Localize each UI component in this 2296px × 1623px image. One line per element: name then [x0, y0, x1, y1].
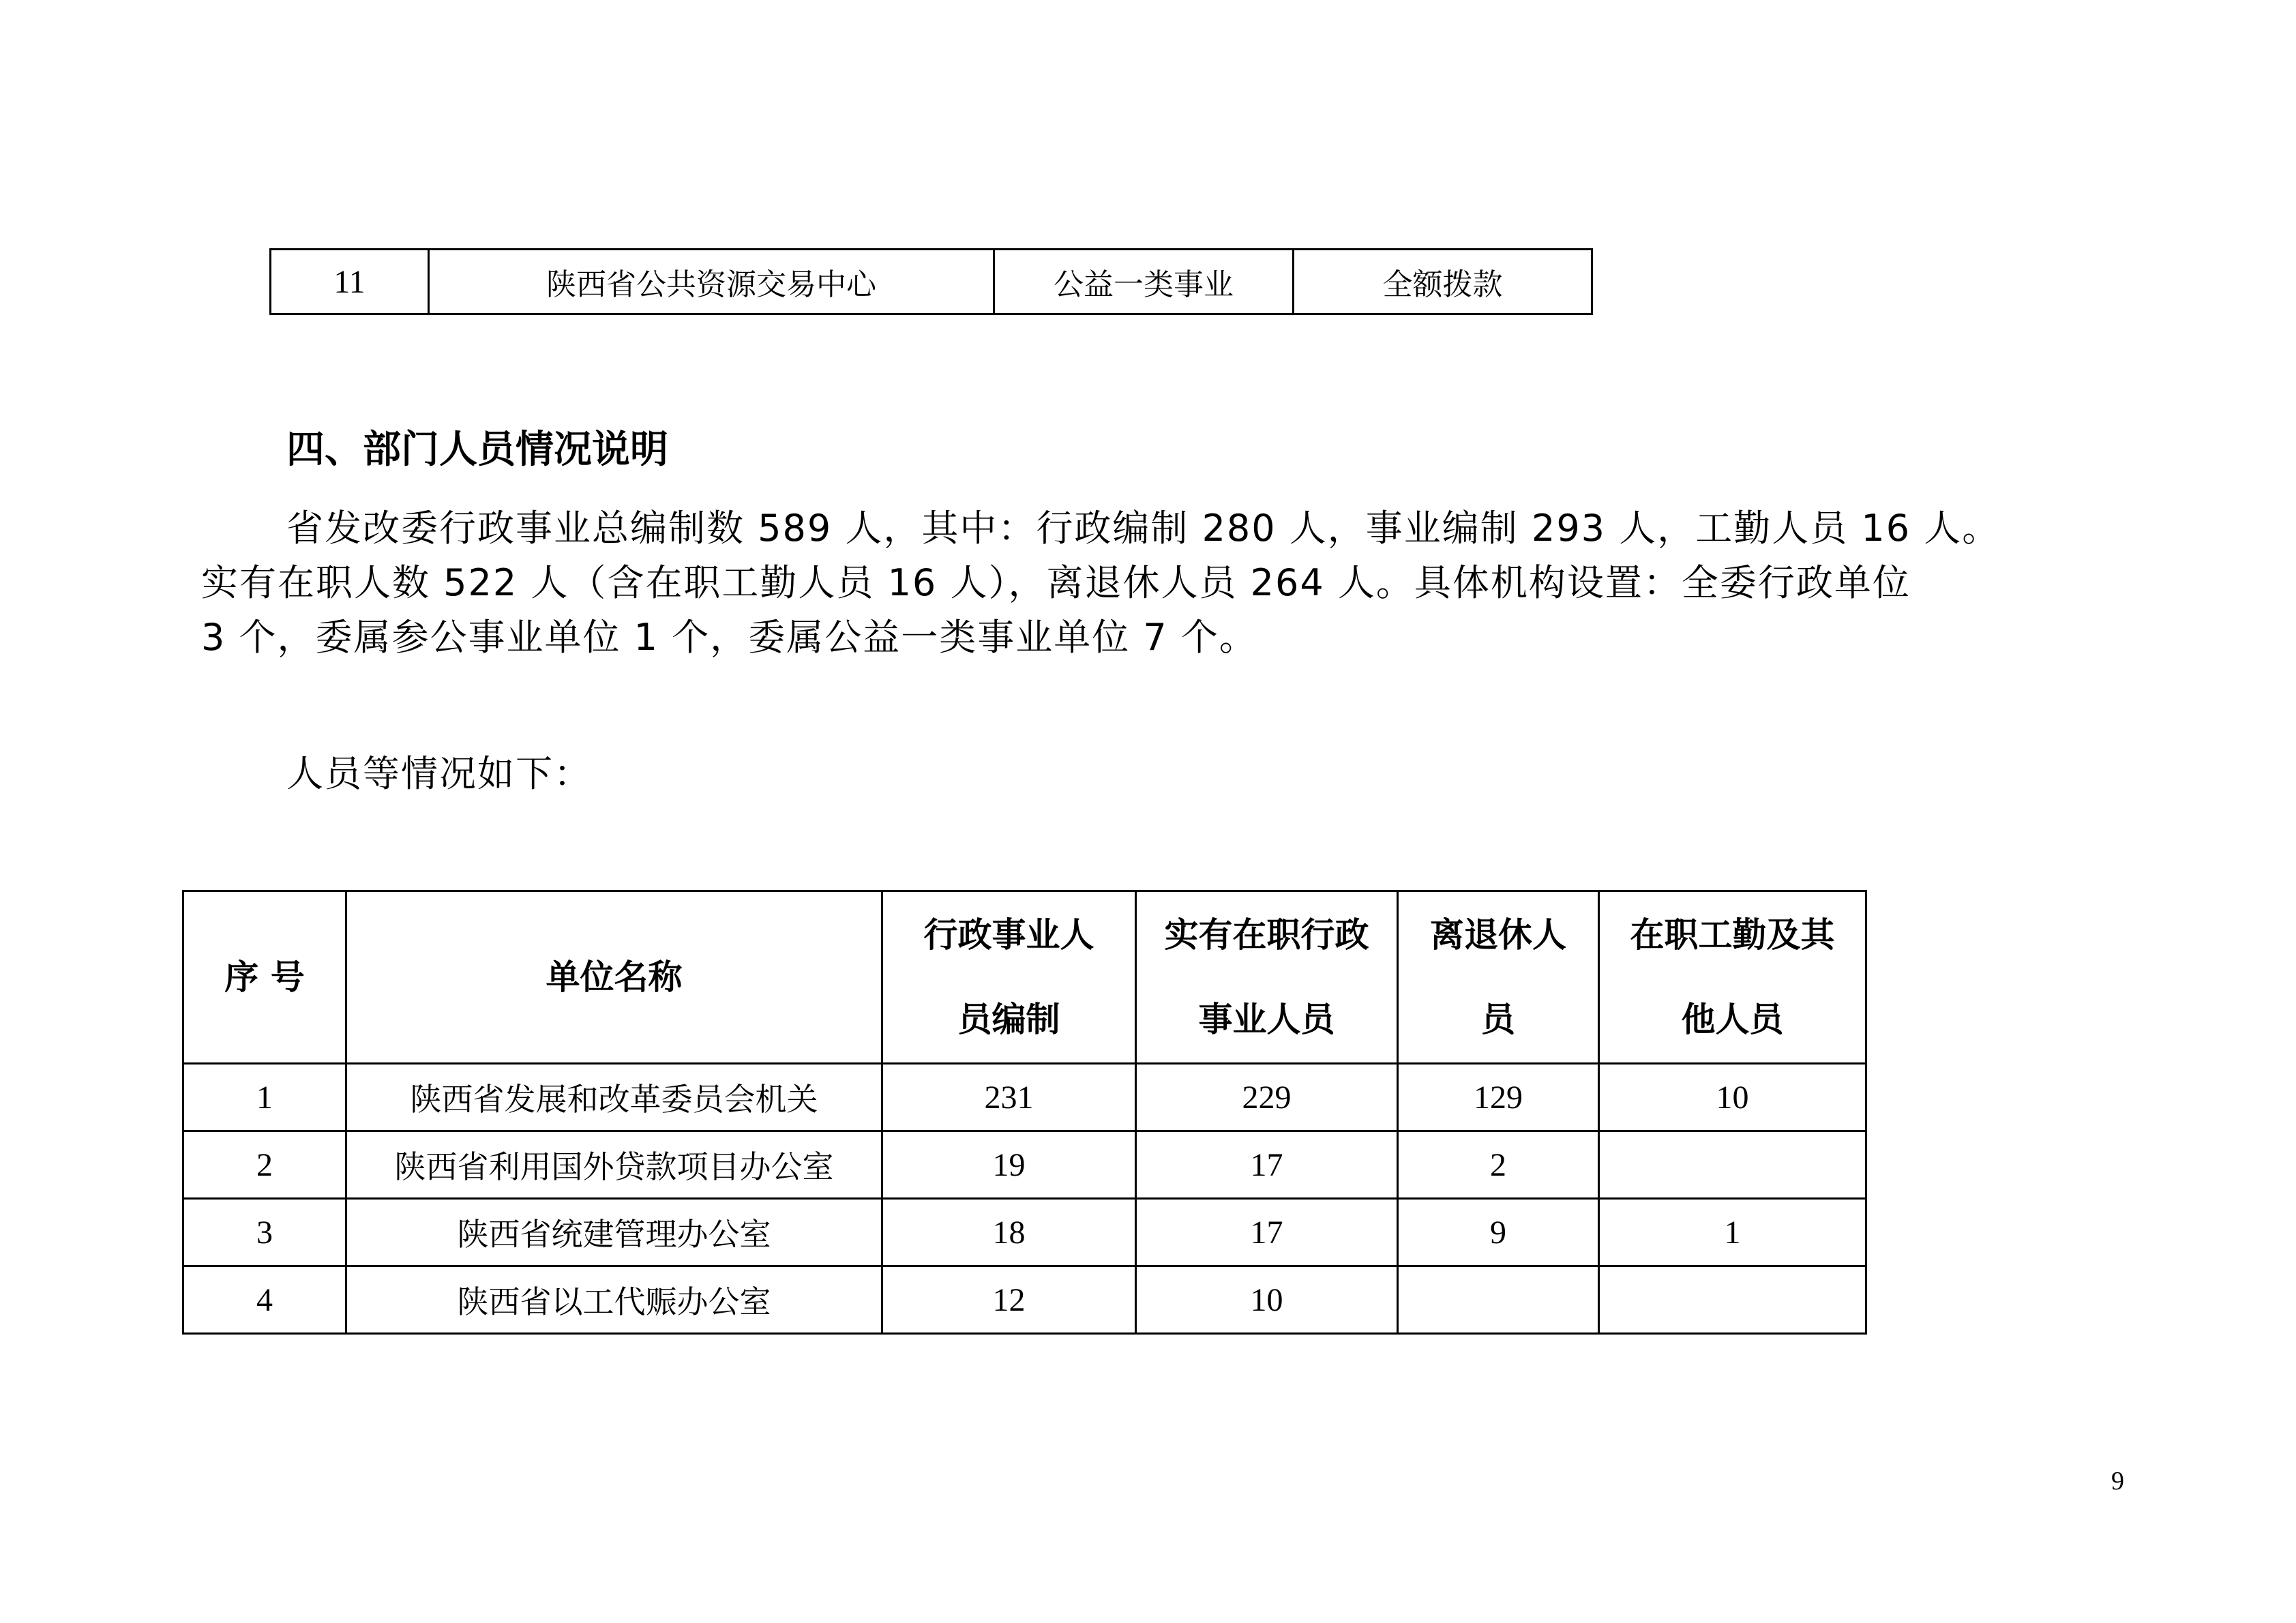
other-count: 10 — [1599, 1064, 1866, 1131]
table-row — [183, 1131, 1866, 1199]
table-row — [271, 250, 1592, 314]
page-number: 9 — [2111, 1467, 2124, 1495]
actual-count: 229 — [1136, 1064, 1398, 1131]
header-quota-line-1: 行政事业人 — [923, 915, 1094, 955]
header-actual — [1136, 891, 1398, 1064]
unit-name: 陕西省发展和改革委员会机关 — [346, 1064, 882, 1131]
actual-count: 10 — [1136, 1266, 1398, 1334]
table-intro: 人员等情况如下： — [286, 752, 592, 795]
unit-table-continued — [269, 248, 1593, 315]
header-retired — [1398, 891, 1599, 1064]
table-row — [183, 1064, 1866, 1131]
header-retired-line-1: 离退休人 — [1430, 915, 1566, 955]
header-other — [1599, 891, 1866, 1064]
retired-count: 9 — [1398, 1199, 1599, 1266]
actual-count: 17 — [1136, 1199, 1398, 1266]
staff-table — [182, 890, 1867, 1335]
header-unit-name: 单位名称 — [346, 891, 882, 1064]
header-quota — [882, 891, 1136, 1064]
table-row — [183, 1266, 1866, 1334]
paragraph-line: 3 个，委属参公事业单位 1 个，委属公益一类事业单位 7 个。 — [201, 616, 1257, 659]
header-other-line-2: 他人员 — [1681, 1000, 1784, 1039]
header-quota-line-2: 员编制 — [957, 1000, 1060, 1039]
quota-count: 19 — [882, 1131, 1136, 1199]
header-other-line-1: 在职工勤及其 — [1630, 915, 1835, 955]
other-count: 1 — [1599, 1199, 1866, 1266]
row-number: 1 — [183, 1064, 346, 1131]
actual-count: 17 — [1136, 1131, 1398, 1199]
staff-description-paragraph — [201, 501, 2121, 665]
row-number: 3 — [183, 1199, 346, 1266]
funding-type: 全额拨款 — [1294, 250, 1592, 314]
unit-name: 陕西省统建管理办公室 — [346, 1199, 882, 1266]
retired-count: 129 — [1398, 1064, 1599, 1131]
quota-count: 12 — [882, 1266, 1136, 1334]
header-no: 序 号 — [183, 891, 346, 1064]
unit-type: 公益一类事业 — [994, 250, 1294, 314]
paragraph-line: 省发改委行政事业总编制数 589 人，其中：行政编制 280 人，事业编制 293 人，工勤人员 16 人。 — [286, 507, 2001, 550]
other-count — [1599, 1266, 1866, 1334]
quota-count: 18 — [882, 1199, 1136, 1266]
unit-name: 陕西省利用国外贷款项目办公室 — [346, 1131, 882, 1199]
row-number: 4 — [183, 1266, 346, 1334]
header-actual-line-1: 实有在职行政 — [1164, 915, 1369, 955]
header-retired-line-2: 员 — [1481, 1000, 1515, 1039]
row-number: 2 — [183, 1131, 346, 1199]
section-heading: 四、部门人员情况说明 — [286, 428, 668, 472]
quota-count: 231 — [882, 1064, 1136, 1131]
row-number: 11 — [271, 250, 429, 314]
retired-count — [1398, 1266, 1599, 1334]
unit-name: 陕西省公共资源交易中心 — [429, 250, 994, 314]
retired-count: 2 — [1398, 1131, 1599, 1199]
unit-name: 陕西省以工代赈办公室 — [346, 1266, 882, 1334]
table-header-row — [183, 891, 1866, 1064]
paragraph-line: 实有在职人数 522 人（含在职工勤人员 16 人），离退休人员 264 人。具体机构设置：全委行政单位 — [201, 561, 1911, 604]
header-actual-line-2: 事业人员 — [1198, 1000, 1335, 1039]
table-row — [183, 1199, 1866, 1266]
other-count — [1599, 1131, 1866, 1199]
